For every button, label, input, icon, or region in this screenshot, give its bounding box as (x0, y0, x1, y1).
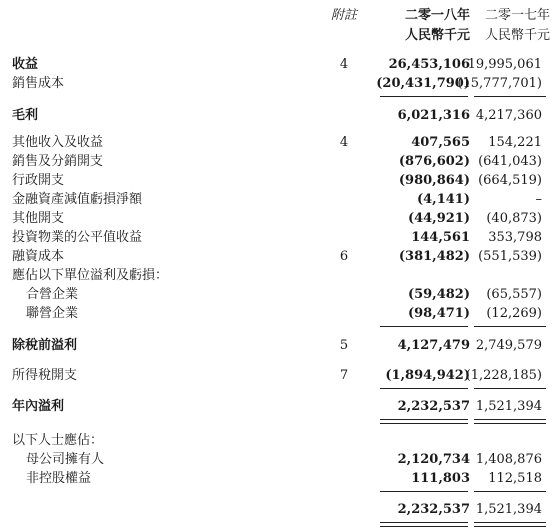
row-value-2017: (12,269) (486, 306, 542, 321)
row-label: 所得稅開支 (12, 368, 78, 383)
row-value-2018: 6,021,316 (397, 108, 470, 123)
row-label: 投資物業的公平值收益 (12, 230, 143, 245)
row-value-2018: (1,894,942) (385, 368, 470, 383)
row-label: 銷售成本 (12, 76, 65, 91)
table-row-impairment (0, 190, 554, 209)
rule-line (474, 388, 546, 389)
table-row-joint-ventures (0, 285, 554, 304)
row-label: 金融資產減值虧損淨額 (12, 192, 143, 207)
row-label: 行政開支 (12, 173, 65, 188)
row-note: 4 (339, 57, 349, 72)
column-header-2018-unit: 人民幣千元 (404, 28, 470, 43)
row-value-2017: 353,798 (488, 230, 542, 245)
row-value-2017: (15,777,701) (457, 76, 542, 91)
row-value-2018: (59,482) (407, 287, 470, 302)
row-value-2018: (4,141) (416, 192, 470, 207)
table-row-associates (0, 304, 554, 323)
table-row-other-income (0, 133, 554, 152)
row-label: 其他收入及收益 (12, 135, 104, 150)
row-label: 除稅前溢利 (12, 338, 78, 353)
table-row-other-expenses (0, 209, 554, 228)
table-row-attributable-to (0, 431, 554, 450)
row-value-2018: 2,232,537 (397, 502, 470, 517)
table-row-selling-expenses (0, 152, 554, 171)
double-rule-line (474, 419, 546, 424)
rule-line (380, 96, 468, 97)
double-rule-line (474, 522, 546, 527)
row-value-2017: 2,749,579 (475, 338, 542, 353)
row-label: 以下人士應佔： (12, 433, 104, 448)
column-header-2017-year: 二零一七年 (484, 8, 550, 23)
row-value-2017: (641,043) (478, 154, 542, 169)
table-row-cost-of-sales (0, 74, 554, 93)
row-note: 6 (339, 249, 349, 264)
row-value-2017: (1,228,185) (465, 368, 542, 383)
row-value-2018: 111,803 (411, 471, 470, 486)
row-label: 融資成本 (12, 249, 65, 264)
row-value-2018: 26,453,106 (388, 57, 470, 72)
row-label: 聯營企業 (26, 306, 79, 321)
row-value-2018: 4,127,479 (397, 338, 470, 353)
table-row-income-tax (0, 366, 554, 385)
row-value-2017: – (535, 192, 542, 207)
row-value-2017: 154,221 (488, 135, 542, 150)
table-row-share-of-profit (0, 266, 554, 285)
row-label: 應佔以下單位溢利及虧損： (12, 268, 169, 283)
row-label: 非控股權益 (26, 471, 92, 486)
table-row-total-attributable (0, 500, 554, 519)
row-value-2017: (65,557) (486, 287, 542, 302)
column-header-2018-year: 二零一八年 (404, 8, 470, 23)
row-value-2018: (876,602) (398, 154, 470, 169)
row-value-2018: (381,482) (398, 249, 470, 264)
row-value-2018: 2,120,734 (397, 452, 470, 467)
table-row-admin-expenses (0, 171, 554, 190)
table-row-gross-profit (0, 106, 554, 125)
row-label: 年內溢利 (12, 399, 65, 414)
table-row-profit-before-tax (0, 336, 554, 355)
row-label: 其他開支 (12, 211, 65, 226)
row-value-2017: 112,518 (488, 471, 542, 486)
row-label: 母公司擁有人 (26, 452, 105, 467)
rule-line (474, 96, 546, 97)
row-note: 4 (339, 135, 349, 150)
row-label: 毛利 (12, 108, 39, 123)
table-row-revenue (0, 55, 554, 74)
row-value-2018: (98,471) (407, 306, 470, 321)
row-value-2018: 407,565 (411, 135, 470, 150)
row-value-2017: 1,521,394 (475, 502, 542, 517)
rule-line (474, 491, 546, 492)
rule-line (474, 326, 546, 327)
row-value-2017: 4,217,360 (475, 108, 542, 123)
rule-line (380, 491, 468, 492)
row-value-2017: 1,521,394 (475, 399, 542, 414)
row-value-2017: (40,873) (486, 211, 542, 226)
row-value-2018: (20,431,790) (376, 76, 470, 91)
row-value-2017: (664,519) (478, 173, 542, 188)
row-note: 5 (339, 338, 349, 353)
table-row-non-controlling-interests (0, 469, 554, 488)
row-value-2018: 2,232,537 (397, 399, 470, 414)
double-rule-line (380, 419, 468, 424)
rule-line (380, 326, 468, 327)
table-row-finance-costs (0, 247, 554, 266)
rule-line (380, 388, 468, 389)
row-value-2018: (44,921) (407, 211, 470, 226)
row-value-2017: 1,408,876 (475, 452, 542, 467)
row-value-2018: (980,864) (398, 173, 470, 188)
row-value-2017: 19,995,061 (467, 57, 542, 72)
row-label: 合營企業 (26, 287, 79, 302)
table-row-owners-of-parent (0, 450, 554, 469)
column-header-2017-unit: 人民幣千元 (484, 28, 550, 43)
double-rule-line (380, 522, 468, 527)
column-header-2018 (378, 4, 470, 44)
note-header-label: 附註 (330, 8, 357, 23)
column-header-2017 (470, 4, 550, 44)
row-label: 銷售及分銷開支 (12, 154, 104, 169)
row-label: 收益 (12, 57, 39, 72)
table-row-fair-value-gain (0, 228, 554, 247)
row-value-2017: (551,539) (478, 249, 542, 264)
table-row-profit-for-year (0, 397, 554, 416)
row-note: 7 (339, 368, 349, 383)
row-value-2018: 144,561 (411, 230, 470, 245)
note-column-header (322, 4, 366, 44)
